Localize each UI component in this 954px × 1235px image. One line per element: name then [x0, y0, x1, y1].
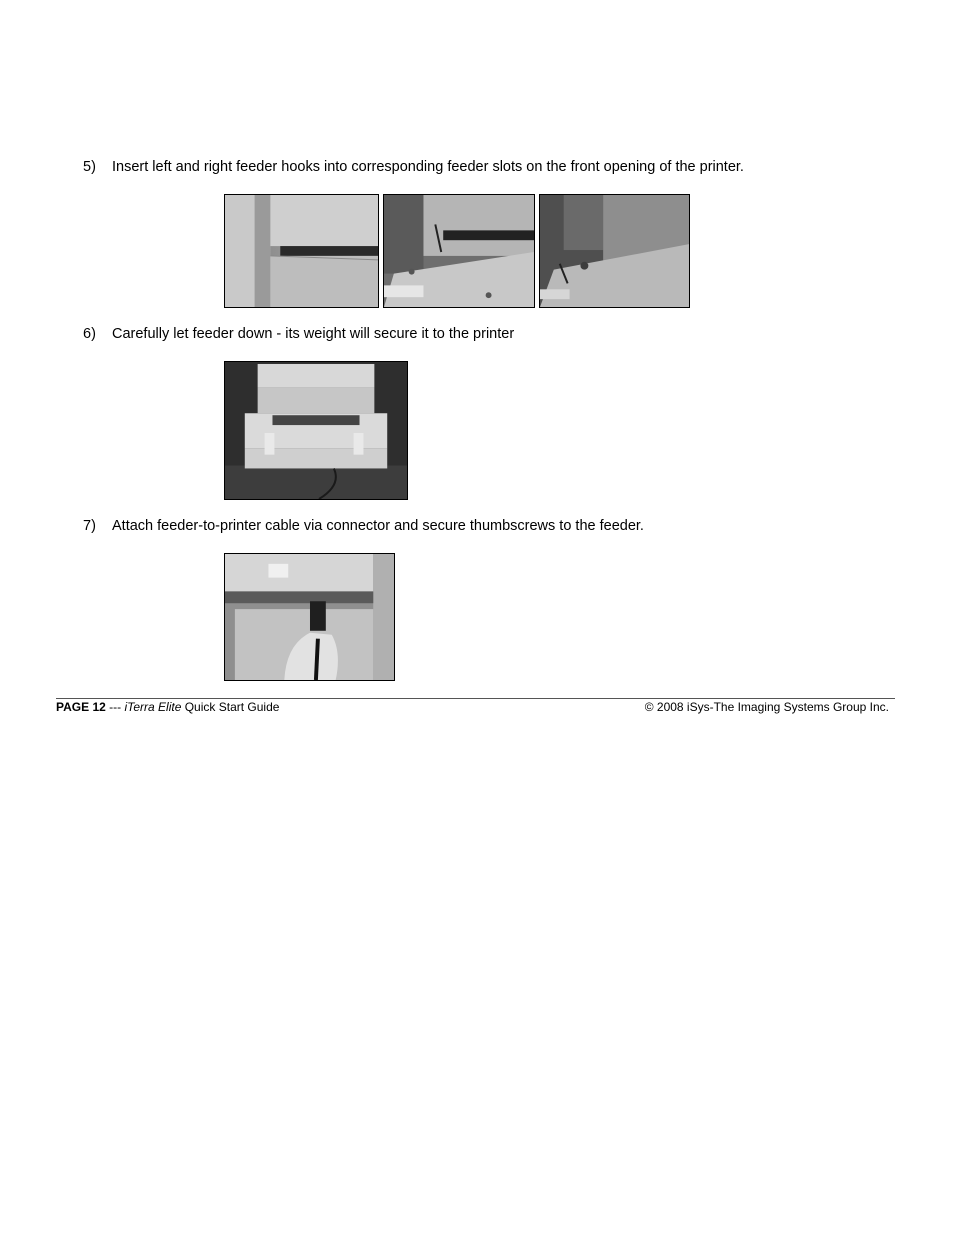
feeder-slot-photo-3: [539, 194, 690, 308]
product-name: iTerra Elite: [124, 700, 182, 714]
page-label: PAGE 12: [56, 700, 106, 714]
step-6: [83, 325, 514, 343]
footer-page-info: [56, 700, 279, 715]
footer-separator: ---: [105, 700, 125, 714]
cable-connector-photo: [224, 553, 395, 681]
step-text: Insert left and right feeder hooks into corresponding feeder slots on the front opening of the printer.: [112, 159, 744, 175]
feeder-slot-photo-1: [224, 194, 379, 308]
step-number: 7): [83, 518, 96, 534]
step-text: Carefully let feeder down - its weight will secure it to the printer: [112, 326, 515, 342]
step-7: [83, 517, 644, 535]
step-number: 6): [83, 326, 96, 342]
feeder-slot-photo-2: [383, 194, 535, 308]
footer-copyright: © 2008 iSys-The Imaging Systems Group Inc.: [644, 700, 889, 714]
step-number: 5): [83, 159, 96, 175]
step-5: [83, 158, 744, 176]
guide-title: Quick Start Guide: [181, 700, 280, 714]
feeder-lowered-photo: [224, 361, 408, 500]
step-text: Attach feeder-to-printer cable via connector and secure thumbscrews to the feeder.: [112, 518, 644, 534]
footer-rule: [56, 698, 895, 699]
